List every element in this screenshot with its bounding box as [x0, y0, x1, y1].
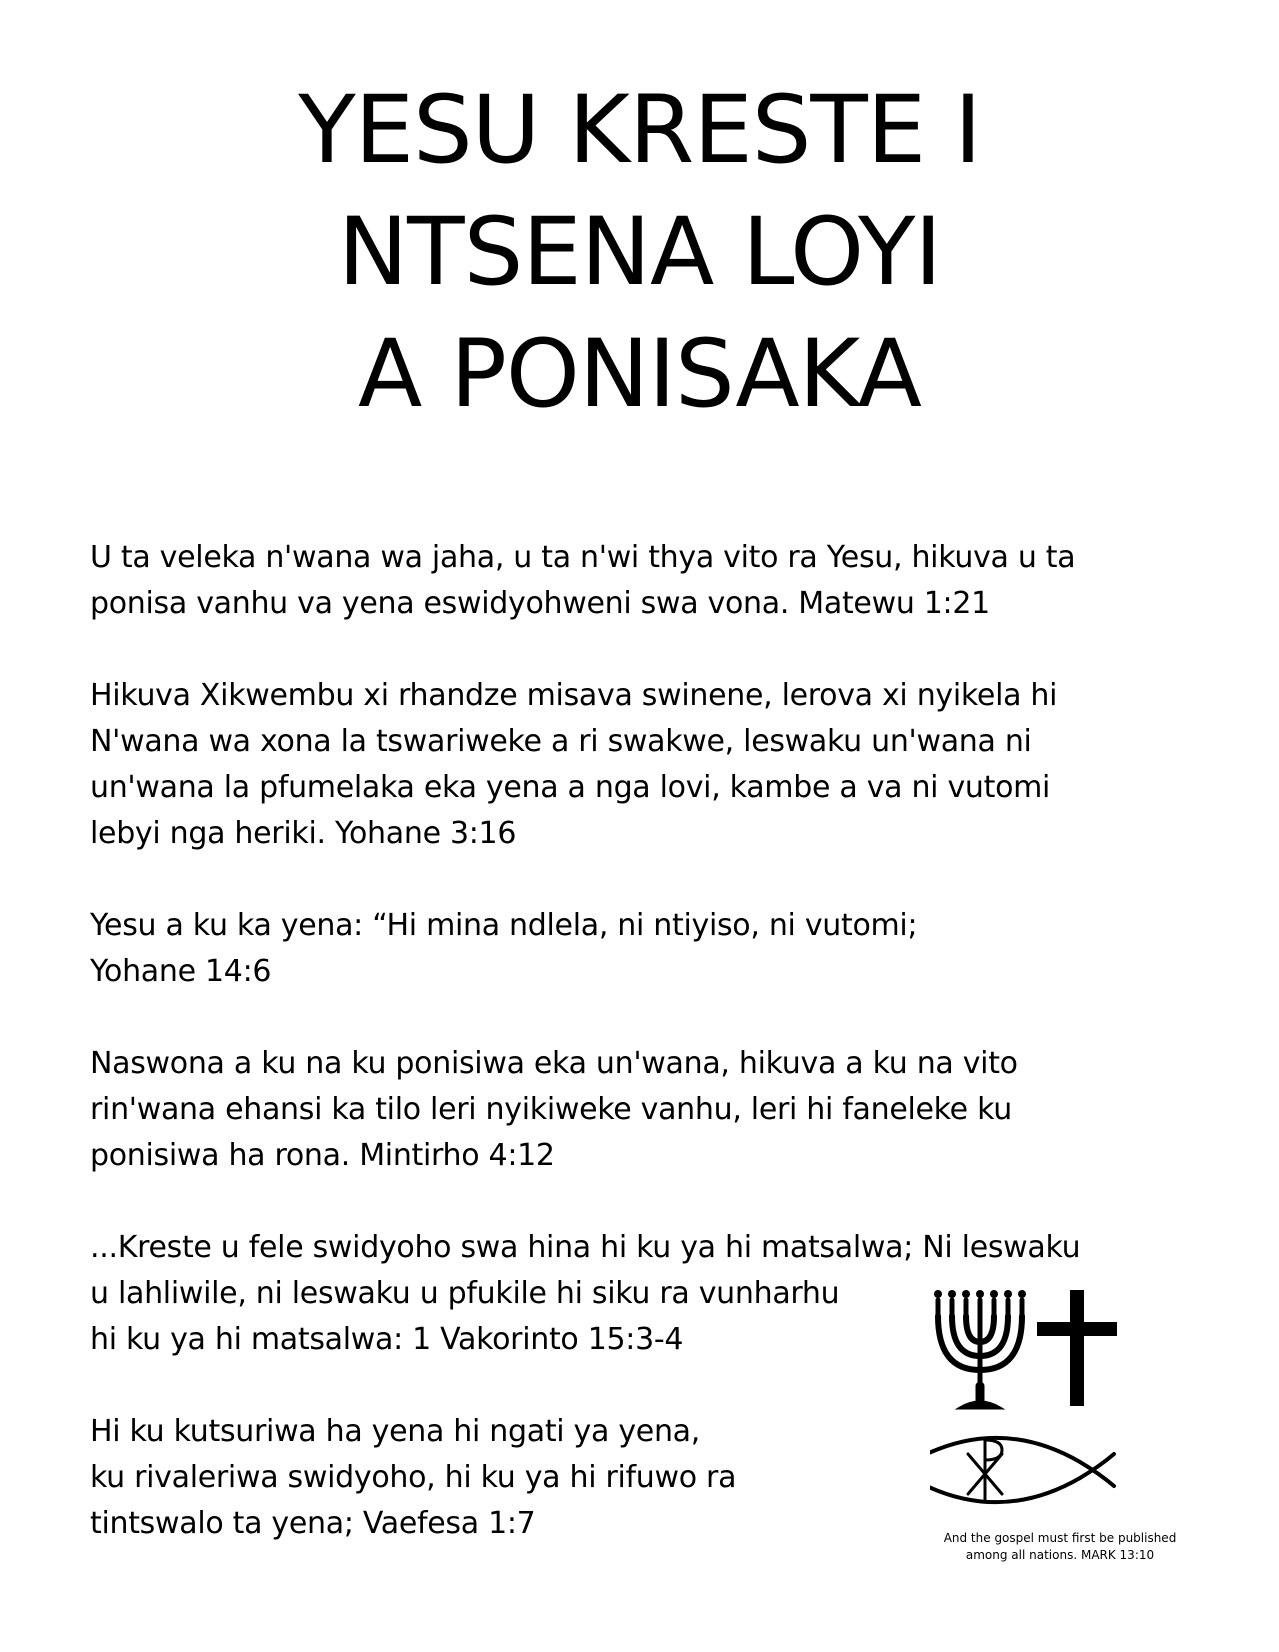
menorah-icon: [934, 1290, 1026, 1408]
title-line: A PONISAKA: [358, 320, 921, 429]
verse-line: u lahliwile, ni leswaku u pfukile hi siku ra vunharhu: [90, 1276, 840, 1311]
religious-symbols: [930, 1290, 1190, 1530]
page-title: [0, 70, 1279, 436]
verse-john-3-16: [90, 673, 1210, 857]
title-line: YESU KRESTE I: [298, 76, 981, 185]
verse-matthew-1-21: [90, 535, 1210, 627]
footer-line: And the gospel must first be published: [943, 1531, 1177, 1545]
verse-line: ...Kreste u fele swidyoho swa hina hi ku ya hi matsalwa; Ni leswaku: [90, 1230, 1081, 1265]
verse-line: lebyi nga heriki. Yohane 3:16: [90, 816, 517, 851]
verse-line: Yesu a ku ka yena: “Hi mina ndlela, ni ntiyiso, ni vutomi;: [90, 908, 918, 943]
verse-line: Naswona a ku na ku ponisiwa eka un'wana, hikuva a ku na vito: [90, 1046, 1018, 1081]
title-line: NTSENA LOYI: [337, 198, 942, 307]
verse-line: ponisa vanhu va yena eswidyohweni swa vona. Matewu 1:21: [90, 586, 990, 621]
verse-line: Hi ku kutsuriwa ha yena hi ngati ya yena,: [90, 1414, 700, 1449]
verse-line: N'wana wa xona la tswariweke a ri swakwe, leswaku un'wana ni: [90, 724, 1032, 759]
verse-line: rin'wana ehansi ka tilo leri nyikiweke vanhu, leri hi faneleke ku: [90, 1092, 1012, 1127]
verse-acts-4-12: [90, 1041, 1210, 1179]
footer-note: [900, 1530, 1220, 1564]
verse-line: ponisiwa ha rona. Mintirho 4:12: [90, 1138, 555, 1173]
verse-line: Yohane 14:6: [90, 954, 272, 989]
cross-icon: [1037, 1290, 1117, 1406]
verse-line: ku rivaleriwa swidyoho, hi ku ya hi rifuwo ra: [90, 1460, 737, 1495]
verse-line: U ta veleka n'wana wa jaha, u ta n'wi thya vito ra Yesu, hikuva u ta: [90, 540, 1076, 575]
verse-john-14-6: [90, 903, 1210, 995]
footer-line: among all nations. MARK 13:10: [965, 1548, 1155, 1562]
verse-line: un'wana la pfumelaka eka yena a nga lovi, kambe a va ni vutomi: [90, 770, 1051, 805]
ichthys-chi-rho-icon: [930, 1438, 1114, 1502]
verse-line: hi ku ya hi matsalwa: 1 Vakorinto 15:3-4: [90, 1322, 684, 1357]
verse-line: tintswalo ta yena; Vaefesa 1:7: [90, 1506, 536, 1541]
verse-line: Hikuva Xikwembu xi rhandze misava swinene, lerova xi nyikela hi: [90, 678, 1058, 713]
